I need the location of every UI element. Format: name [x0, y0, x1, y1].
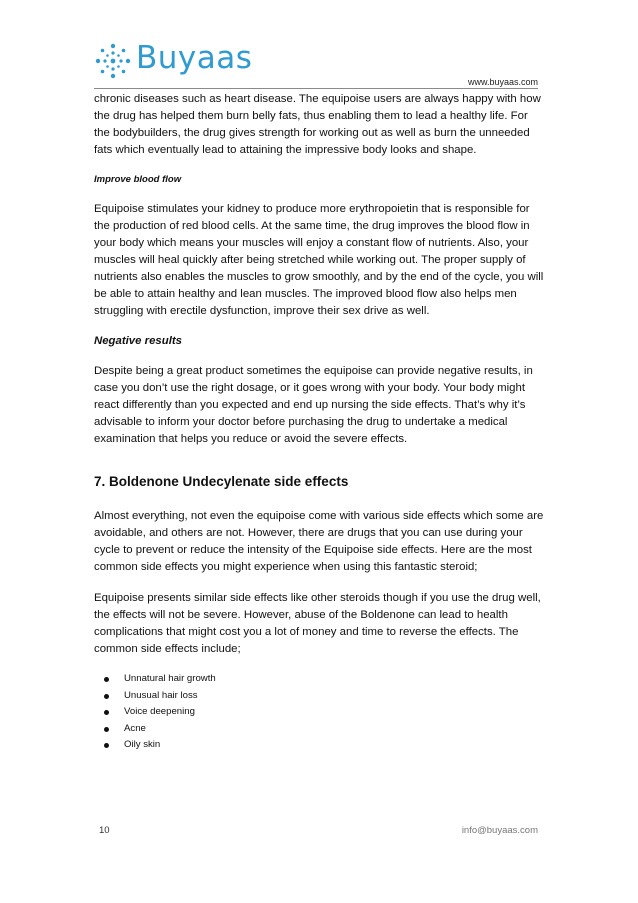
list-item-text: Acne [124, 722, 146, 734]
subheading-negative-results: Negative results [94, 335, 182, 347]
bullet-icon [104, 694, 109, 699]
header-url: www.buyaas.com [467, 77, 538, 87]
header-divider [94, 88, 538, 89]
paragraph-almost-everything: Almost everything, not even the equipoise come with various side effects which some are avoidable, and others are not. However, there are drugs that you can use during your cycle to prevent or reduce the intensity of the Equipoise side effects. Here are the most common side effects you might experience when using this fantastic steroid; [94, 510, 544, 573]
section-heading-side-effects: 7. Boldenone Undecylenate side effects [94, 474, 349, 489]
list-item-text: Unnatural hair growth [124, 673, 216, 684]
paragraph-chronic-diseases: chronic diseases such as heart disease. The equipoise users are always happy with how the drug has helped them burn belly fats, thus enabling them to lead a healthy life. For the bodybuilders, the drug gives strength for working out as well as burn the unneeded fats which eventually lead to attaining the impressive body looks and shape. [94, 93, 541, 156]
bullet-icon [104, 727, 109, 732]
page-number: 10 [99, 825, 110, 836]
subheading-improve-blood-flow: Improve blood flow [94, 174, 182, 185]
paragraph-blood-flow: Equipoise stimulates your kidney to produce more erythropoietin that is responsible for the production of red blood cells. At the same time, the drug improves the blood flow in your body which means your muscles will enjoy a constant flow of nutrients. Also, your muscles will heal quickly after being stretched while working out. The proper supply of nutrients also enables the muscles to grow smoothly, and by the end of the cycle, you will be able to attain healthy and lean muscles. The improved blood flow also helps men struggling with erectile dysfunction, improve their sex drive as well. [94, 203, 544, 317]
list-item [94, 671, 544, 688]
dotted-circle-logo-icon [94, 42, 132, 80]
list-item [94, 688, 544, 705]
page-content [94, 91, 544, 754]
list-item [94, 704, 544, 721]
paragraph-negative-results: Despite being a great product sometimes the equipoise can provide negative results, in case you don’t use the right dosage, or it goes wrong with your body. Your body might react differently than you expected and end up nursing the side effects. That’s why it’s advisable to inform your doctor before purchasing the drug to undertake a medical examination that helps you reduce or avoid the severe effects. [94, 365, 533, 445]
brand-logo [94, 42, 254, 82]
list-item-text: Oily skin [124, 739, 161, 750]
list-item [94, 721, 544, 738]
side-effects-list [94, 671, 544, 754]
list-item [94, 737, 544, 754]
list-item-text: Voice deepening [124, 706, 195, 717]
bullet-icon [104, 677, 109, 682]
logo-wordmark: Buyaas [136, 40, 253, 76]
list-item-text: Unusual hair loss [124, 689, 198, 701]
bullet-icon [104, 710, 109, 715]
bullet-icon [104, 743, 109, 748]
paragraph-equipoise-presents: Equipoise presents similar side effects like other steroids though if you use the drug well, the effects will not be severe. However, abuse of the Boldenone can lead to health complications that might cost you a lot of money and time to reverse the effects. The common side effects include; [94, 592, 541, 655]
footer-email: info@buyaas.com [461, 825, 538, 836]
